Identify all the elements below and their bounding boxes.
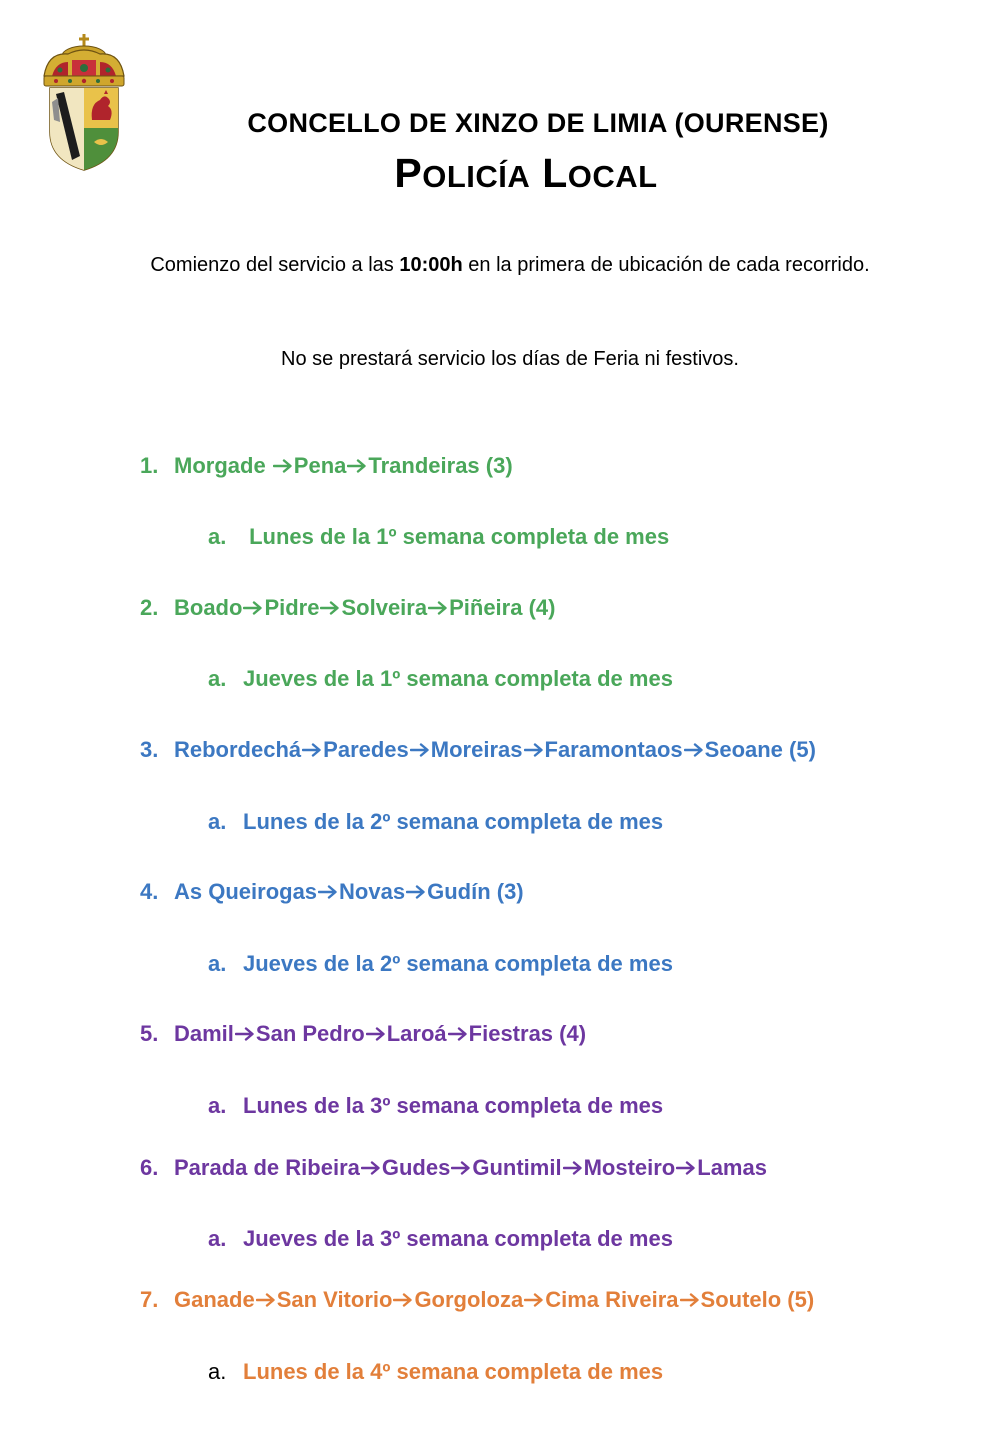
route-stop: Cima Riveira [545,1287,679,1312]
schedule-text: Lunes de la 1º semana completa de mes [243,524,670,549]
route-item [140,879,524,905]
arrow-right-icon [680,1293,700,1307]
schedule-text: Jueves de la 2º semana completa de mes [243,951,673,976]
route-stop: Guntimil [472,1155,562,1180]
route-item [140,453,513,479]
route-stop: Boado [174,595,243,620]
intro-after: en la primera de ubicación de cada recorrido. [462,254,870,276]
route-schedule [208,666,673,692]
route-schedule [208,1093,663,1119]
route-stop: Lamas [697,1155,767,1180]
route-item [140,737,816,763]
route-schedule [208,951,673,977]
schedule-letter: a. [208,666,227,691]
start-time: 10:00h [399,254,463,276]
arrow-right-icon [524,1293,544,1307]
route-number: 1. [140,453,159,478]
arrow-right-icon [361,1161,381,1175]
route-schedule [208,1359,663,1385]
arrow-right-icon [563,1161,583,1175]
route-stop: Morgade [174,453,272,478]
arrow-right-icon [366,1027,386,1041]
schedule-text: Lunes de la 4º semana completa de mes [243,1359,664,1384]
route-stop: Piñeira (4) [449,595,556,620]
no-service-notice: No se prestará servicio los días de Feria ni festivos. [281,348,739,370]
department-title [0,150,996,197]
schedule-letter: a. [208,809,227,834]
route-stop: Moreiras [430,737,523,762]
department-title-initial-p: P [394,150,423,196]
route-stop: Parada de Ribeira [174,1155,360,1180]
route-stop: Gudín (3) [427,879,524,904]
route-schedule [208,524,669,550]
arrow-right-icon [393,1293,413,1307]
route-stop: Novas [339,879,406,904]
route-schedule [208,1226,673,1252]
route-stop: Soutelo (5) [700,1287,815,1312]
route-stop: San Vitorio [276,1287,393,1312]
arrow-right-icon [676,1161,696,1175]
arrow-right-icon [448,1027,468,1041]
route-stop: Rebordechá [174,737,302,762]
route-stop: Ganade [174,1287,255,1312]
route-stop: Solveira [341,595,428,620]
arrow-right-icon [235,1027,255,1041]
route-number: 7. [140,1287,159,1312]
schedule-text: Lunes de la 2º semana completa de mes [243,809,664,834]
route-stop: Faramontaos [544,737,683,762]
route-stop: San Pedro [255,1021,365,1046]
arrow-right-icon [318,885,338,899]
route-stop: Trandeiras (3) [368,453,513,478]
arrow-right-icon [684,743,704,757]
schedule-letter: a. [208,524,227,549]
schedule-letter: a. [208,951,227,976]
route-number: 4. [140,879,159,904]
route-stop: Paredes [323,737,409,762]
route-schedule [208,809,663,835]
schedule-letter: a. [208,1226,227,1251]
arrow-right-icon [256,1293,276,1307]
schedule-letter: a. [208,1359,227,1384]
route-number: 5. [140,1021,159,1046]
arrow-right-icon [302,743,322,757]
arrow-right-icon [524,743,544,757]
route-item [140,595,555,621]
route-stop: Gudes [381,1155,451,1180]
department-title-initial-l: L [542,150,568,196]
route-stop: Laroá [386,1021,447,1046]
schedule-text: Lunes de la 3º semana completa de mes [243,1093,664,1118]
route-stop: Seoane (5) [704,737,816,762]
route-number: 3. [140,737,159,762]
route-stop: Fiestras (4) [468,1021,587,1046]
route-stop: As Queirogas [174,879,318,904]
route-item [140,1287,814,1313]
service-start-paragraph [0,246,996,284]
route-stop: Pidre [264,595,320,620]
arrow-right-icon [273,459,293,473]
route-stop: Damil [174,1021,234,1046]
route-number: 2. [140,595,159,620]
arrow-right-icon [320,601,340,615]
schedule-letter: a. [208,1093,227,1118]
route-stop: Gorgoloza [414,1287,524,1312]
route-stop: Pena [293,453,347,478]
route-item [140,1155,767,1181]
arrow-right-icon [451,1161,471,1175]
arrow-right-icon [406,885,426,899]
arrow-right-icon [347,459,367,473]
arrow-right-icon [410,743,430,757]
schedule-text: Jueves de la 3º semana completa de mes [243,1226,673,1251]
arrow-right-icon [428,601,448,615]
municipality-title: CONCELLO DE XINZO DE LIMIA (OURENSE) [247,108,829,138]
department-title-rest-ocal: OCAL [567,159,658,194]
department-title-rest-olicia: OLICÍA [422,159,531,194]
arrow-right-icon [243,601,263,615]
intro-before: Comienzo del servicio a las [150,254,400,276]
route-item [140,1021,586,1047]
route-number: 6. [140,1155,159,1180]
schedule-text: Jueves de la 1º semana completa de mes [243,666,673,691]
route-stop: Mosteiro [583,1155,676,1180]
